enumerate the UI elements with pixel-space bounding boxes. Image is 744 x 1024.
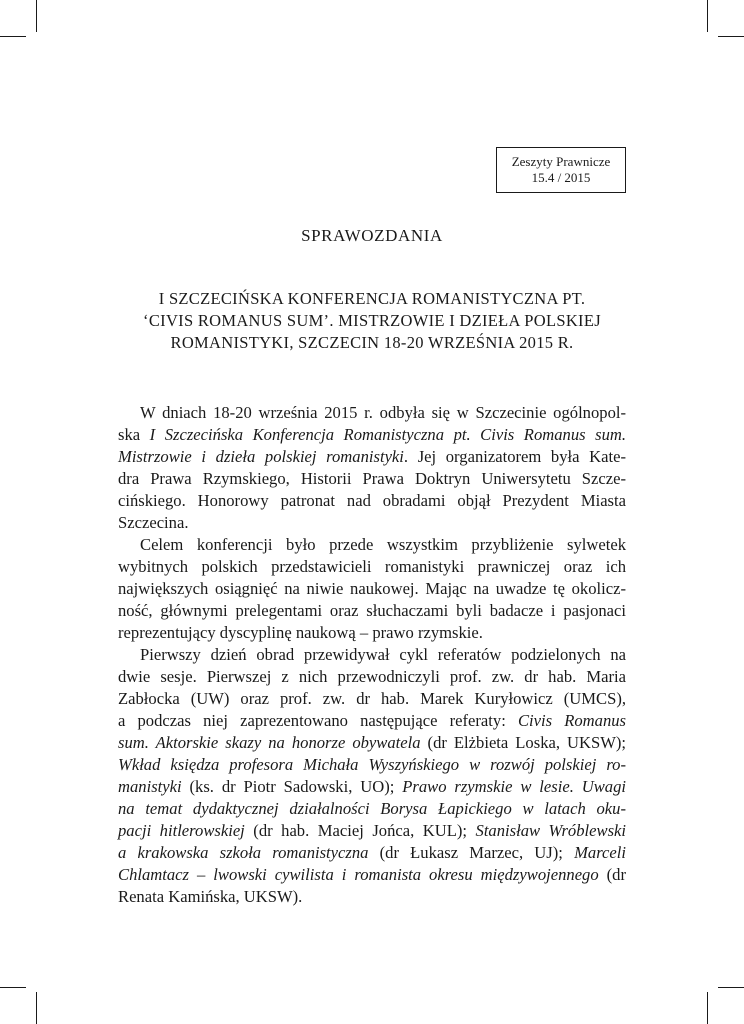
crop-mark-top-right-vertical [707,0,708,32]
text-run: (ks. dr Piotr Sadowski, UO); [181,777,403,796]
body-line [118,820,626,842]
journal-name: Zeszyty Prawnicze [511,154,611,169]
text-run: Celem konferencji było przede wszystkim przybliżenie sylwetek [140,535,626,554]
conference-name-italic: I Szczecińska Konferencja Romanistyczna pt. Civis Romanus sum. [149,425,626,444]
conference-name-italic: Mistrzowie i dzieła polskiej romanistyki [118,447,404,466]
body-line [118,600,626,622]
text-run: Szczecina. [118,513,189,532]
paper-title-italic: Prawo rzymskie w lesie. Uwagi [402,777,626,796]
crop-mark-top-left-horizontal [0,36,26,37]
body-line [118,666,626,688]
paper-title-italic: Stanisław Wróblewski [475,821,626,840]
text-run: dwie sesje. Pierwszej z nich przewodniczyli prof. zw. dr hab. Maria [118,667,626,686]
body-line [118,534,626,556]
crop-mark-bottom-left-horizontal [0,987,26,988]
report-body [118,402,626,908]
text-run: wybitnych polskich przedstawicieli romanistyki prawniczej oraz ich [118,557,626,576]
text-run: a podczas niej zaprezentowano następujące referaty: [118,711,518,730]
body-line [118,776,626,798]
paper-title-italic: pacji hitlerowskiej [118,821,245,840]
paper-title-italic: sum. Aktorskie skazy na honorze obywatela [118,733,421,752]
body-line [118,490,626,512]
crop-mark-bottom-right-horizontal [718,987,744,988]
body-line [118,864,626,886]
crop-mark-top-left-vertical [36,0,37,32]
text-run: (dr Elżbieta Loska, UKSW); [420,733,627,752]
body-line [118,556,626,578]
journal-issue: 15.4 / 2015 [531,170,591,185]
body-line [118,446,626,468]
body-line [118,732,626,754]
text-run: (dr hab. Maciej Jońca, KUL); [244,821,476,840]
article-title [100,288,644,354]
paper-title-italic: manistyki [118,777,182,796]
paper-title-italic: Marceli [574,843,626,862]
body-line [118,622,626,644]
body-line [118,644,626,666]
section-title: SPRAWOZDANIA [301,226,443,245]
paper-title-italic: na temat dydaktycznej działalności Borysa Łapickiego w latach oku- [118,799,626,818]
article-title-line: ‘CIVIS ROMANUS SUM’. MISTRZOWIE I DZIEŁA POLSKIEJ [143,311,601,330]
paper-title-italic: Civis Romanus [517,711,626,730]
crop-mark-bottom-right-vertical [707,992,708,1024]
text-run: ność, głównymi prelegentami oraz słuchaczami byli badacze i pasjonaci [118,601,626,620]
body-line [118,688,626,710]
body-line [118,886,626,908]
body-line [118,424,626,446]
paper-title-italic: a krakowska szkoła romanistyczna [118,843,369,862]
text-run: cińskiego. Honorowy patronat nad obradami objął Prezydent Miasta [118,491,626,510]
text-run: Renata Kamińska, UKSW). [118,887,303,906]
body-line [118,754,626,776]
text-run: największych osiągnięć na niwie naukowej. Mając na uwadze tę okolicz- [118,579,626,598]
article-title-line: ROMANISTYKI, SZCZECIN 18-20 WRZEŚNIA 2015 R. [170,333,574,352]
paper-title-italic: Wkład księdza profesora Michała Wyszyńskiego w rozwój polskiej ro- [118,755,626,774]
text-run: reprezentujący dyscyplinę naukową – prawo rzymskie. [118,623,483,642]
text-run: dra Prawa Rzymskiego, Historii Prawa Doktryn Uniwersytetu Szcze- [118,469,626,488]
body-line [118,578,626,600]
body-line [118,512,626,534]
text-run: (dr [598,865,627,884]
text-run: W dniach 18-20 września 2015 r. odbyła się w Szczecinie ogólnopol- [140,403,626,422]
journal-info-box [496,147,626,193]
text-run: (dr Łukasz Marzec, UJ); [368,843,575,862]
text-run: Pierwszy dzień obrad przewidywał cykl referatów podzielonych na [140,645,626,664]
crop-mark-top-right-horizontal [718,36,744,37]
crop-mark-bottom-left-vertical [36,992,37,1024]
body-line [118,798,626,820]
text-run: . Jej organizatorem była Kate- [403,447,626,466]
paper-title-italic: Chlamtacz – lwowski cywilista i romanista okresu międzywojennego [118,865,599,884]
body-line [118,468,626,490]
text-run: Zabłocka (UW) oraz prof. zw. dr hab. Marek Kuryłowicz (UMCS), [118,689,626,708]
text-run: ska [118,425,150,444]
body-line [118,710,626,732]
body-line [118,402,626,424]
body-line [118,842,626,864]
article-title-line: I SZCZECIŃSKA KONFERENCJA ROMANISTYCZNA PT. [158,289,586,308]
